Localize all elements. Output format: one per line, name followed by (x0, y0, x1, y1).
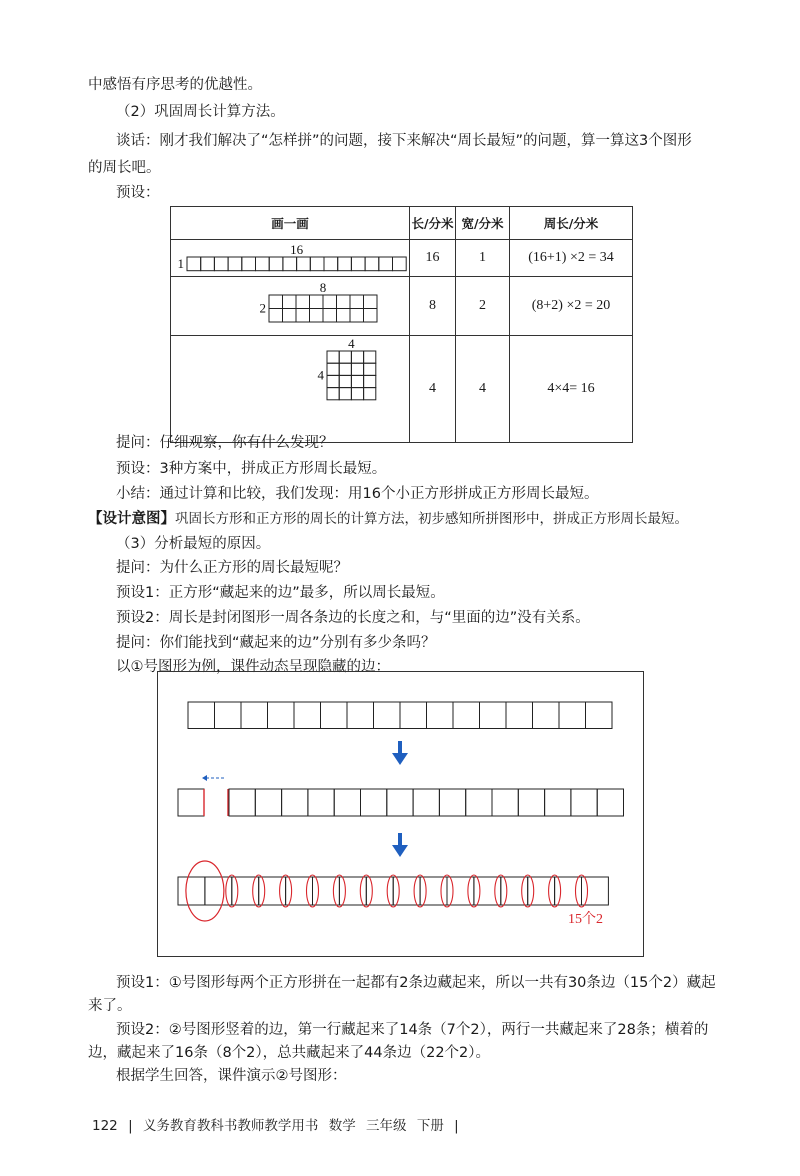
footer-divider: | (128, 1118, 133, 1134)
unit-square (268, 702, 295, 729)
shape-cell (171, 240, 410, 277)
unit-square (187, 257, 201, 271)
table-row (171, 240, 633, 277)
unit-square (347, 702, 374, 729)
unit-square (294, 702, 321, 729)
unit-square (501, 877, 528, 905)
text-line: 预设1：①号图形每两个正方形拼在一起都有2条边藏起来，所以一共有30条边（15个2）藏起 (116, 975, 716, 991)
unit-square (571, 789, 597, 816)
length-cell: 4 (410, 336, 456, 443)
unit-square (545, 789, 571, 816)
unit-square (400, 702, 427, 729)
unit-square (393, 257, 407, 271)
text-line: 提问：你们能找到“藏起来的边”分别有多少条吗？ (116, 635, 436, 651)
text-line: 预设：3种方案中，拼成正方形周长最短。 (116, 461, 387, 477)
unit-square (364, 309, 378, 323)
unit-square (269, 309, 283, 323)
unit-square (188, 702, 215, 729)
unit-square (215, 702, 242, 729)
unit-square (480, 702, 507, 729)
unit-square (282, 789, 308, 816)
shape-width-label: 4 (317, 367, 324, 383)
unit-square (466, 789, 492, 816)
shape-width-label: 1 (177, 255, 184, 271)
text-line: 根据学生回答，课件演示②号图形： (116, 1068, 347, 1084)
unit-square (528, 877, 555, 905)
unit-square (297, 257, 311, 271)
shape-cell (171, 277, 410, 336)
perimeter-table (170, 206, 633, 443)
unit-square (597, 789, 623, 816)
text-line: 的周长吧。 (88, 160, 161, 176)
unit-square (337, 295, 351, 309)
unit-square (324, 257, 338, 271)
width-cell: 1 (456, 240, 510, 277)
section-heading: （3）分析最短的原因。 (116, 536, 271, 552)
unit-square (427, 702, 454, 729)
down-arrow-icon (392, 845, 408, 857)
unit-square (364, 295, 378, 309)
table-header: 画一画 (171, 207, 410, 240)
unit-square (283, 309, 297, 323)
unit-square (256, 257, 270, 271)
text-line: 边，藏起来了16条（8个2），总共藏起来了44条边（22个2）。 (88, 1045, 491, 1061)
unit-square (447, 877, 474, 905)
width-cell: 2 (456, 277, 510, 336)
unit-square (339, 877, 366, 905)
unit-square (337, 309, 351, 323)
shape-diagram (171, 277, 409, 335)
unit-square (518, 789, 544, 816)
unit-square (361, 789, 387, 816)
text-line: 预设1：正方形“藏起来的边”最多，所以周长最短。 (116, 585, 445, 601)
unit-square (327, 363, 339, 375)
perimeter-cell: (8+2) ×2 = 20 (510, 277, 633, 336)
unit-square (339, 351, 351, 363)
text-line: 预设： (116, 185, 160, 201)
text-line: 中感悟有序思考的优越性。 (88, 77, 262, 93)
unit-square (364, 388, 376, 400)
text-line: 来了。 (88, 998, 132, 1014)
text-line: 提问：仔细观察，你有什么发现？ (116, 435, 334, 451)
table-header: 周长/分米 (510, 207, 633, 240)
shape-diagram (171, 240, 409, 276)
unit-square (351, 388, 363, 400)
unit-square (351, 375, 363, 387)
text-line: 预设2：周长是封闭图形一周各条边的长度之和，与“里面的边”没有关系。 (116, 610, 590, 626)
unit-square (283, 295, 297, 309)
unit-square (351, 351, 363, 363)
unit-square (229, 789, 255, 816)
grade: 三年级 (366, 1118, 407, 1134)
unit-square (232, 877, 259, 905)
design-intent (88, 508, 688, 530)
unit-square (327, 375, 339, 387)
unit-square (533, 702, 560, 729)
unit-square (334, 789, 360, 816)
width-cell: 4 (456, 336, 510, 443)
unit-square (269, 295, 283, 309)
text-line: 提问：为什么正方形的周长最短呢？ (116, 560, 348, 576)
unit-square (339, 388, 351, 400)
unit-square (420, 877, 447, 905)
unit-square (364, 351, 376, 363)
unit-square (259, 877, 286, 905)
unit-square (506, 702, 533, 729)
length-cell: 8 (410, 277, 456, 336)
shape-cell (171, 336, 410, 443)
shape-width-label: 2 (259, 300, 266, 316)
unit-square (313, 877, 340, 905)
unit-square (586, 702, 613, 729)
table-header: 长/分米 (410, 207, 456, 240)
unit-square (387, 789, 413, 816)
shape-length-label: 16 (290, 242, 304, 257)
unit-square (379, 257, 393, 271)
down-arrow-icon (392, 753, 408, 765)
unit-square (374, 702, 401, 729)
table-header: 宽/分米 (456, 207, 510, 240)
unit-square (453, 702, 480, 729)
unit-square (327, 351, 339, 363)
unit-square (323, 309, 337, 323)
unit-square (228, 257, 242, 271)
unit-square (351, 257, 365, 271)
unit-square (242, 257, 256, 271)
text-line: 以①号图形为例，课件动态呈现隐藏的边： (116, 659, 390, 675)
page-footer (92, 1116, 465, 1136)
subject: 数学 (328, 1118, 356, 1134)
unit-square (269, 257, 283, 271)
design-intent-text: 巩固长方形和正方形的周长的计算方法，初步感知所拼图形中，拼成正方形周长最短。 (175, 511, 688, 527)
perimeter-cell: (16+1) ×2 = 34 (510, 240, 633, 277)
table-header-row (171, 207, 633, 240)
shape-length-label: 8 (319, 280, 327, 295)
unit-square (350, 309, 364, 323)
unit-square (338, 257, 352, 271)
unit-square (296, 295, 310, 309)
unit-square (323, 295, 337, 309)
unit-square (413, 789, 439, 816)
unit-square (559, 702, 586, 729)
unit-square (308, 789, 334, 816)
unit-square (286, 877, 313, 905)
page-number: 122 (92, 1118, 118, 1134)
moved-square (178, 789, 204, 816)
unit-square (255, 789, 281, 816)
unit-square (205, 877, 232, 905)
unit-square (351, 363, 363, 375)
shape-diagram (171, 336, 409, 442)
unit-square (474, 877, 501, 905)
unit-square (214, 257, 228, 271)
left-arrow-icon (202, 775, 207, 781)
text-line: 小结：通过计算和比较，我们发现：用16个小正方形拼成正方形周长最短。 (116, 486, 599, 502)
unit-square (178, 877, 205, 905)
hidden-count-label: 15个2 (568, 912, 603, 927)
footer-divider: | (454, 1118, 459, 1134)
unit-square (492, 789, 518, 816)
book-title: 义务教育教科书教师教学用书 (142, 1118, 319, 1134)
unit-square (555, 877, 582, 905)
unit-square (366, 877, 393, 905)
volume: 下册 (416, 1118, 444, 1134)
table-row (171, 277, 633, 336)
table-row (171, 336, 633, 443)
text-line: 预设2：②号图形竖着的边，第一行藏起来了14条（7个2），两行一共藏起来了28条；横着的 (116, 1022, 709, 1038)
perimeter-cell: 4×4= 16 (510, 336, 633, 443)
unit-square (321, 702, 348, 729)
unit-square (327, 388, 339, 400)
unit-square (439, 789, 465, 816)
unit-square (350, 295, 364, 309)
unit-square (241, 702, 268, 729)
unit-square (582, 877, 609, 905)
unit-square (339, 375, 351, 387)
design-intent-label: 【设计意图】 (88, 511, 175, 527)
unit-square (283, 257, 297, 271)
unit-square (339, 363, 351, 375)
hidden-edge-figure (157, 671, 644, 957)
unit-square (201, 257, 215, 271)
unit-square (310, 257, 324, 271)
unit-square (393, 877, 420, 905)
unit-square (365, 257, 379, 271)
length-cell: 16 (410, 240, 456, 277)
unit-square (364, 375, 376, 387)
unit-square (310, 309, 324, 323)
text-line: 谈话：刚才我们解决了“怎样拼”的问题，接下来解决“周长最短”的问题，算一算这3个图形 (116, 133, 692, 149)
shape-length-label: 4 (348, 336, 355, 351)
unit-square (364, 363, 376, 375)
section-heading: （2）巩固周长计算方法。 (116, 104, 285, 120)
unit-square (296, 309, 310, 323)
unit-square (310, 295, 324, 309)
